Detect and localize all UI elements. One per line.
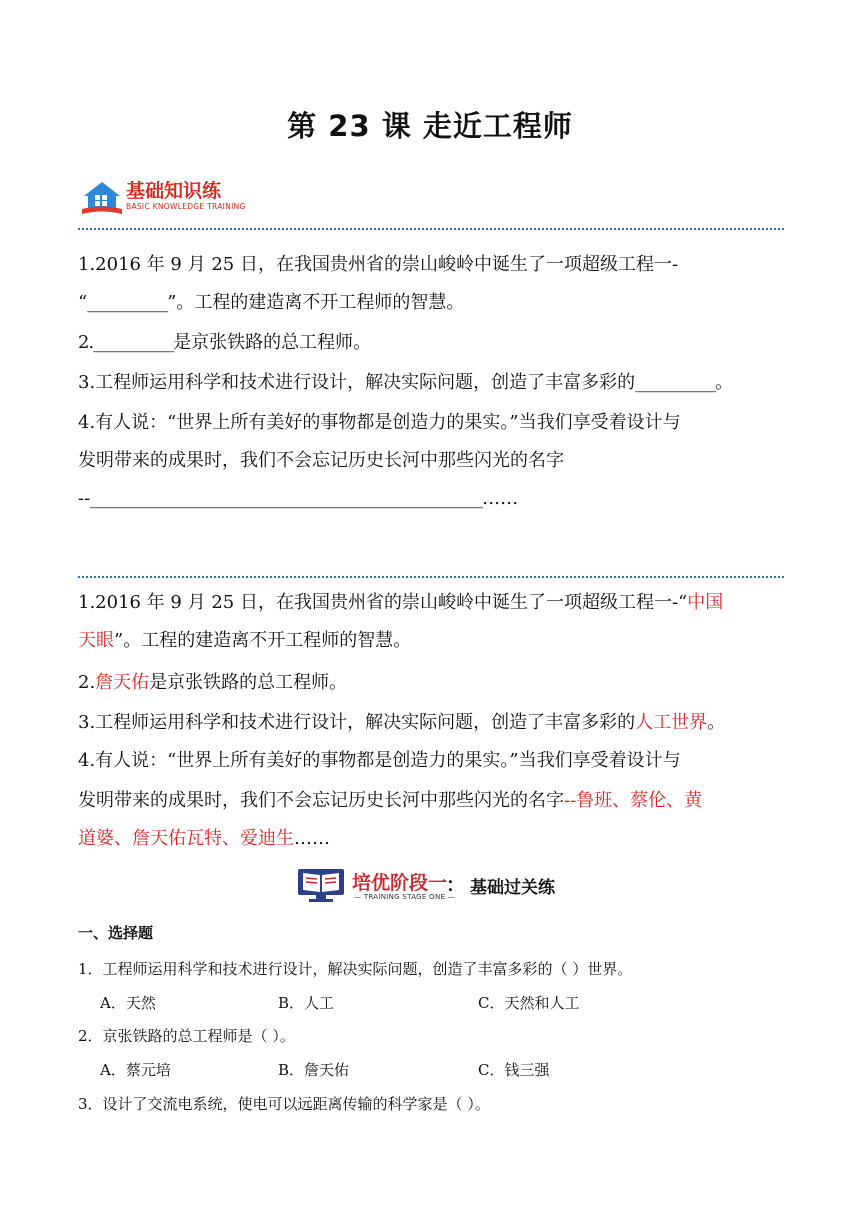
choice-1-option-a: A．天然 <box>100 994 156 1012</box>
answer-3-key: 人工世界 <box>635 712 708 733</box>
question-1-line-1: 1.2016 年 9 月 25 日，在我国贵州省的崇山峻岭中诞生了一项超级工程一- <box>78 254 679 275</box>
choice-2-option-b: B．詹天佑 <box>278 1061 350 1079</box>
question-1-line-2 <box>78 290 464 316</box>
question-4-line-1: 4.有人说：“世界上所有美好的事物都是创造力的果实。”当我们享受着设计与 <box>78 412 681 433</box>
badge-subtitle: BASIC KNOWLEDGE TRAINING <box>126 202 246 211</box>
answer-4-key-a: --鲁班、蔡伦、黄 <box>564 790 703 811</box>
choice-question-2: 2．京张铁路的总工程师是（ ）。 <box>78 1027 295 1045</box>
answer-blank: __________ <box>87 292 168 313</box>
stage-title: 培优阶段一 <box>352 872 448 894</box>
answer-4-line-2 <box>78 788 702 814</box>
answer-2-rest: 是京张铁路的总工程师。 <box>149 672 348 693</box>
stage-subtitle: — TRAINING STAGE ONE — <box>354 893 456 901</box>
choice-question-3: 3．设计了交流电系统，使电可以远距离传输的科学家是（ ）。 <box>78 1095 490 1113</box>
answer-2 <box>78 670 347 696</box>
choice-question-1: 1．工程师运用科学和技术进行设计，解决实际问题，创造了丰富多彩的（ ）世界。 <box>78 960 633 978</box>
stage-colon: ： <box>446 874 466 896</box>
page-title: 第 23 课 走近工程师 <box>287 109 573 143</box>
answer-blank: 2.__________ <box>78 332 174 353</box>
divider <box>78 576 784 578</box>
question-1-rest: ”。工程的建造离不开工程师的智慧。 <box>167 292 465 313</box>
answer-1-text: 1.2016 年 9 月 25 日，在我国贵州省的崇山峻岭中诞生了一项超级工程一-“ <box>78 592 688 613</box>
answer-4-line-1: 4.有人说：“世界上所有美好的事物都是创造力的果实。”当我们享受着设计与 <box>78 750 681 771</box>
question-3-end: 。 <box>715 372 734 393</box>
divider <box>78 228 784 230</box>
answer-1-line-1 <box>78 590 723 616</box>
stage-header <box>294 866 594 906</box>
house-book-icon <box>80 180 124 216</box>
choice-2-option-c: C．钱三强 <box>478 1061 550 1079</box>
ellipsis: …… <box>294 828 330 849</box>
question-2 <box>78 330 371 356</box>
answer-1-rest: ”。工程的建造离不开工程师的智慧。 <box>114 630 412 651</box>
answer-1-key-b: 天眼 <box>78 630 114 651</box>
question-3-text: 3.工程师运用科学和技术进行设计，解决实际问题，创造了丰富多彩的 <box>78 372 636 393</box>
section-heading: 一、选择题 <box>78 924 154 942</box>
stage-section-title: 基础过关练 <box>470 878 555 898</box>
answer-1-key-a: 中国 <box>687 592 724 613</box>
answer-4-text: 发明带来的成果时，我们不会忘记历史长河中那些闪光的名字 <box>78 790 564 811</box>
badge-title: 基础知识练 <box>126 180 222 202</box>
choice-1-option-b: B．人工 <box>278 994 335 1012</box>
book-monitor-icon <box>294 866 348 904</box>
answer-2-number: 2. <box>78 672 96 693</box>
quote-open: “ <box>78 292 88 313</box>
answer-3 <box>78 710 725 736</box>
answer-2-key: 詹天佑 <box>95 672 150 693</box>
question-3 <box>78 370 733 396</box>
dash-prefix: -- <box>78 488 91 509</box>
choice-1-option-c: C．天然和人工 <box>478 994 580 1012</box>
answer-4-key-b: 道婆、詹天佑瓦特、爱迪生 <box>78 828 294 849</box>
answer-blank: __________ <box>635 372 716 393</box>
choice-2-option-a: A．蔡元培 <box>100 1061 171 1079</box>
answer-3-end: 。 <box>707 712 726 733</box>
answer-1-line-2 <box>78 628 411 654</box>
ellipsis: …… <box>482 488 519 509</box>
answer-blank: _________________________________________________ <box>90 488 483 509</box>
question-4-line-3 <box>78 486 518 512</box>
question-2-rest: 是京张铁路的总工程师。 <box>173 332 372 353</box>
basic-knowledge-badge <box>80 180 246 218</box>
answer-3-text: 3.工程师运用科学和技术进行设计，解决实际问题，创造了丰富多彩的 <box>78 712 636 733</box>
answer-4-line-3 <box>78 826 330 852</box>
question-4-line-2: 发明带来的成果时，我们不会忘记历史长河中那些闪光的名字 <box>78 450 564 471</box>
